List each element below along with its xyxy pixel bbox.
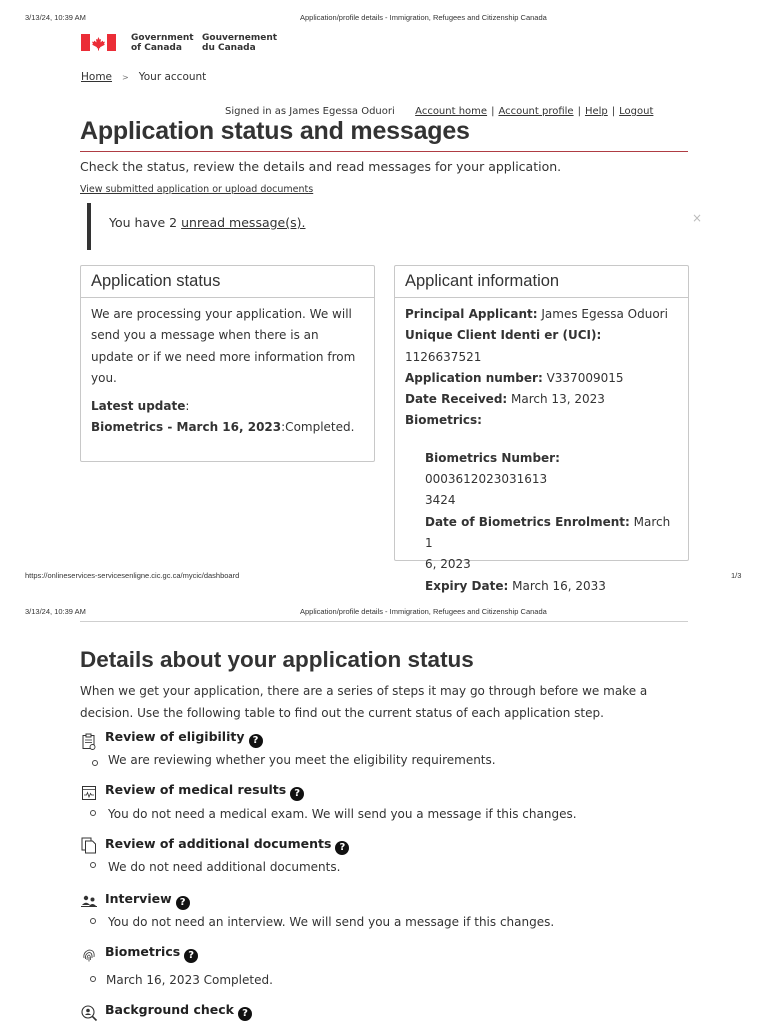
print-datetime: 3/13/24, 10:39 AM <box>25 13 86 22</box>
view-submitted-application-link[interactable]: View submitted application or upload documents <box>80 184 314 195</box>
application-number-value: V337009015 <box>542 370 624 385</box>
biometrics-number-label: Biometrics Number: <box>425 450 560 465</box>
biometrics-label: Biometrics: <box>405 413 482 428</box>
expiry-date-label: Expiry Date: <box>425 578 509 593</box>
details-intro-line: When we get your application, there are a series of steps it may go through before we make a <box>80 684 648 698</box>
print-divider <box>80 621 688 622</box>
enrolment-date-label: Date of Biometrics Enrolment: <box>425 514 630 529</box>
page-title: Application status and messages <box>80 117 470 145</box>
unread-messages-link[interactable]: unread message(s). <box>181 215 306 230</box>
principal-applicant-value: James Egessa Oduori <box>537 307 668 321</box>
step-desc-biometrics: March 16, 2023 Completed. <box>106 973 273 987</box>
help-icon[interactable]: ? <box>238 1007 252 1021</box>
print-datetime: 3/13/24, 10:39 AM <box>25 607 86 616</box>
details-intro-line: decision. Use the following table to find out the current status of each application step. <box>80 705 604 720</box>
application-number-label: Application number: <box>405 370 543 385</box>
print-page-number: 1/3 <box>731 571 742 580</box>
latest-update-row <box>91 417 364 438</box>
gov-fr-wordmark <box>202 33 277 53</box>
status-text-line: update or if we need more information from <box>91 349 356 364</box>
step-desc-review-of-eligibility: We are reviewing whether you meet the eligibility requirements. <box>108 753 496 767</box>
status-text-line: We are processing your application. We will <box>91 307 352 321</box>
gov-en-line2: of Canada <box>131 43 182 53</box>
principal-applicant-label: Principal Applicant: <box>405 307 538 321</box>
enrolment-date-cont: 6, 2023 <box>425 557 471 572</box>
help-icon[interactable]: ? <box>335 841 349 855</box>
bullet-icon <box>90 862 96 868</box>
help-icon[interactable]: ? <box>176 896 190 910</box>
background-check-icon <box>80 1004 98 1022</box>
gov-en-line1: Government <box>131 33 194 43</box>
logout-link[interactable]: Logout <box>619 106 654 117</box>
step-desc-review-of-medical-results: You do not need a medical exam. We will send you a message if this changes. <box>108 807 577 821</box>
account-home-link[interactable]: Account home <box>415 106 488 117</box>
help-link[interactable]: Help <box>584 106 608 117</box>
nav-pipe: | <box>491 106 495 117</box>
latest-update-label-row <box>91 396 364 417</box>
documents-icon <box>80 836 98 854</box>
step-title-text: Interview <box>105 891 172 906</box>
latest-update-label: Latest update <box>91 399 186 414</box>
biometrics-row <box>405 410 678 431</box>
step-title-biometrics <box>105 944 198 963</box>
date-received-row <box>405 389 678 410</box>
close-icon[interactable]: × <box>692 211 703 225</box>
application-status-panel <box>80 265 375 462</box>
applicant-information-body <box>405 304 678 597</box>
account-nav <box>225 106 653 117</box>
biometrics-number-cont: 3424 <box>425 493 456 508</box>
step-desc-review-of-additional-documents: We do not need additional documents. <box>108 860 341 874</box>
applicant-information-heading: Applicant information <box>395 266 688 298</box>
expiry-date-row <box>425 576 678 597</box>
latest-update-item: Biometrics - March 16, 2023 <box>91 420 282 435</box>
latest-update-colon: : <box>185 399 190 414</box>
uci-row <box>405 325 678 368</box>
bullet-icon <box>90 918 96 924</box>
biometrics-number-row <box>425 448 678 491</box>
step-title-review-of-additional-documents <box>105 836 349 855</box>
breadcrumb-home-link[interactable]: Home <box>81 71 113 83</box>
step-title-text: Review of eligibility <box>105 729 245 744</box>
step-title-text: Review of medical results <box>105 782 287 797</box>
step-title-text: Biometrics <box>105 944 181 959</box>
nav-pipe: | <box>577 106 581 117</box>
step-title-review-of-eligibility <box>105 729 263 748</box>
fingerprint-icon <box>80 946 98 964</box>
principal-applicant-row <box>405 304 678 325</box>
step-title-interview <box>105 891 190 910</box>
expiry-date-value: March 16, 2033 <box>508 578 606 593</box>
print-url: https://onlineservices-servicesenligne.cic.gc.ca/mycic/dashboard <box>25 571 240 580</box>
medical-report-icon <box>80 784 98 802</box>
title-underline <box>80 151 688 152</box>
biometrics-details <box>425 448 678 597</box>
clipboard-check-icon <box>80 733 98 751</box>
help-icon[interactable]: ? <box>290 787 304 801</box>
interview-icon <box>80 892 98 910</box>
uci-value: 1126637521 <box>405 349 482 364</box>
alert-bar <box>87 203 91 250</box>
step-title-text: Background check <box>105 1002 234 1017</box>
application-number-row <box>405 368 678 389</box>
gov-fr-line1: Gouvernement <box>202 33 278 43</box>
unread-messages-alert <box>109 215 305 230</box>
status-text-line: send you a message when there is an <box>91 328 319 343</box>
step-desc-interview: You do not need an interview. We will send you a message if this changes. <box>108 915 555 929</box>
breadcrumb-current: Your account <box>138 71 207 83</box>
uci-label: Unique Client Identi er (UCI): <box>405 328 602 343</box>
bullet-icon <box>92 760 98 766</box>
account-profile-link[interactable]: Account profile <box>498 106 574 117</box>
applicant-information-panel <box>394 265 689 593</box>
nav-pipe: | <box>611 106 616 117</box>
step-title-review-of-medical-results <box>105 782 304 801</box>
application-status-heading: Application status <box>81 266 374 298</box>
page-lead: Check the status, review the details and read messages for your application. <box>80 159 562 174</box>
biometrics-number-value: 0003612023031613 <box>425 472 548 487</box>
details-section-title: Details about your application status <box>80 647 474 672</box>
status-text-line: you. <box>91 370 117 385</box>
date-received-label: Date Received: <box>405 392 508 407</box>
details-intro <box>80 681 690 724</box>
signed-in-text: Signed in as James Egessa Oduori <box>225 106 395 117</box>
latest-update-value: :Completed. <box>281 420 355 435</box>
print-page-title: Application/profile details - Immigration, Refugees and Citizenship Canada <box>300 13 547 22</box>
help-icon[interactable]: ? <box>249 734 263 748</box>
gov-en-wordmark <box>131 33 194 53</box>
bullet-icon <box>90 810 96 816</box>
bullet-icon <box>90 976 96 982</box>
canada-flag-icon <box>81 34 116 51</box>
application-status-body <box>91 304 364 439</box>
breadcrumb-separator: > <box>122 73 129 82</box>
print-page-title: Application/profile details - Immigration, Refugees and Citizenship Canada <box>300 607 547 616</box>
help-icon[interactable]: ? <box>184 949 198 963</box>
enrolment-date-value: March 1 <box>425 514 671 550</box>
breadcrumb <box>81 71 206 83</box>
gov-fr-line2: du Canada <box>202 43 256 53</box>
step-title-text: Review of additional documents <box>105 836 332 851</box>
step-title-background-check <box>105 1002 252 1021</box>
alert-text: You have 2 <box>109 215 182 230</box>
date-received-value: March 13, 2023 <box>507 392 605 407</box>
enrolment-date-row <box>425 512 678 555</box>
